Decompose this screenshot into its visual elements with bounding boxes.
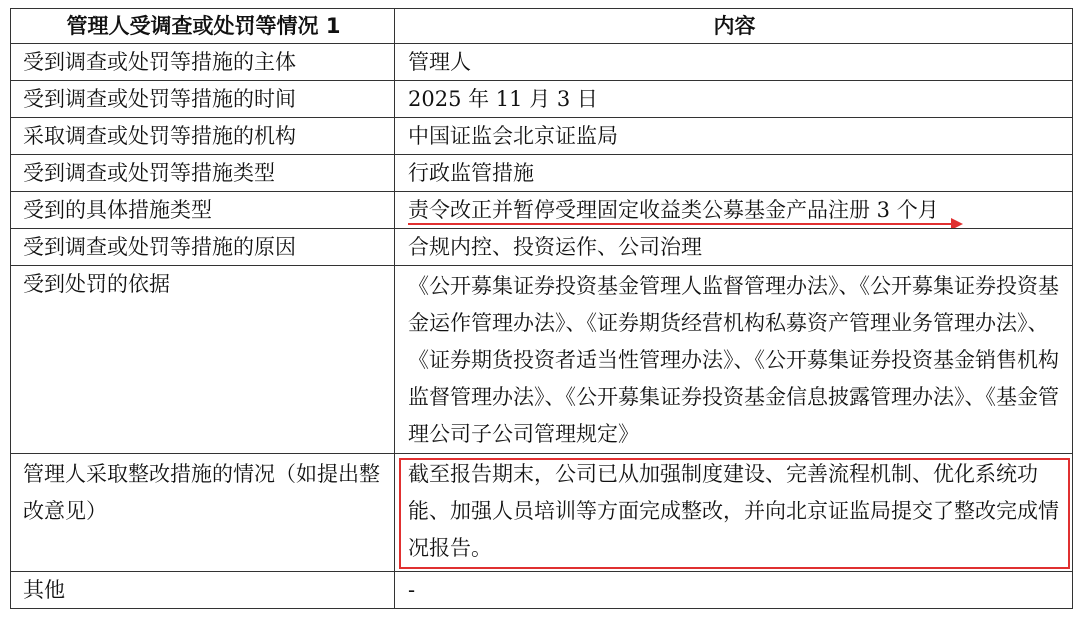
penalty-info-table (10, 8, 1073, 609)
table-row (11, 192, 1073, 229)
row-label: 其他 (11, 572, 395, 609)
table-header-row (11, 9, 1073, 44)
header-item-column: 管理人受调查或处罚等情况 1 (11, 9, 395, 44)
row-value: 合规内控、投资运作、公司治理 (395, 229, 1073, 266)
table-row (11, 118, 1073, 155)
underlined-measure (408, 192, 939, 228)
red-arrow-icon (951, 218, 963, 229)
row-value-basis: 《公开募集证券投资基金管理人监督管理办法》、《公开募集证券投资基金运作管理办法》、《证券期货经营机构私募资产管理业务管理办法》、《证券期货投资者适当性管理办法》、《公开募集证券投资基金销售机构监督管理办法》、《公开募集证券投资基金信息披露管理办法》、《基金管理公司子公司管理规定》 (395, 266, 1073, 454)
header-content-column: 内容 (395, 9, 1073, 44)
row-label: 受到的具体措施类型 (11, 192, 395, 229)
row-label: 管理人采取整改措施的情况（如提出整改意见） (11, 454, 395, 572)
row-value: 管理人 (395, 44, 1073, 81)
row-value: 2025 年 11 月 3 日 (395, 81, 1073, 118)
row-label: 受到调查或处罚等措施的时间 (11, 81, 395, 118)
row-label: 受到调查或处罚等措施的原因 (11, 229, 395, 266)
measure-text: 责令改正并暂停受理固定收益类公募基金产品注册 3 个月 (408, 198, 939, 222)
table-row (11, 229, 1073, 266)
row-label: 受到调查或处罚等措施的主体 (11, 44, 395, 81)
table-row (11, 44, 1073, 81)
red-underline-annotation (408, 223, 957, 225)
row-value: - (395, 572, 1073, 609)
row-value: 行政监管措施 (395, 155, 1073, 192)
row-value: 中国证监会北京证监局 (395, 118, 1073, 155)
row-label: 采取调查或处罚等措施的机构 (11, 118, 395, 155)
row-value-underlined (395, 192, 1073, 229)
table-row (11, 155, 1073, 192)
row-label: 受到处罚的依据 (11, 266, 395, 454)
row-label: 受到调查或处罚等措施类型 (11, 155, 395, 192)
row-value-boxed (395, 454, 1073, 572)
table-row (11, 572, 1073, 609)
table-row (11, 81, 1073, 118)
rectification-text: 截至报告期末，公司已从加强制度建设、完善流程机制、优化系统功能、加强人员培训等方面完成整改，并向北京证监局提交了整改完成情况报告。 (408, 462, 1059, 560)
table-row (11, 266, 1073, 454)
table-row (11, 454, 1073, 572)
